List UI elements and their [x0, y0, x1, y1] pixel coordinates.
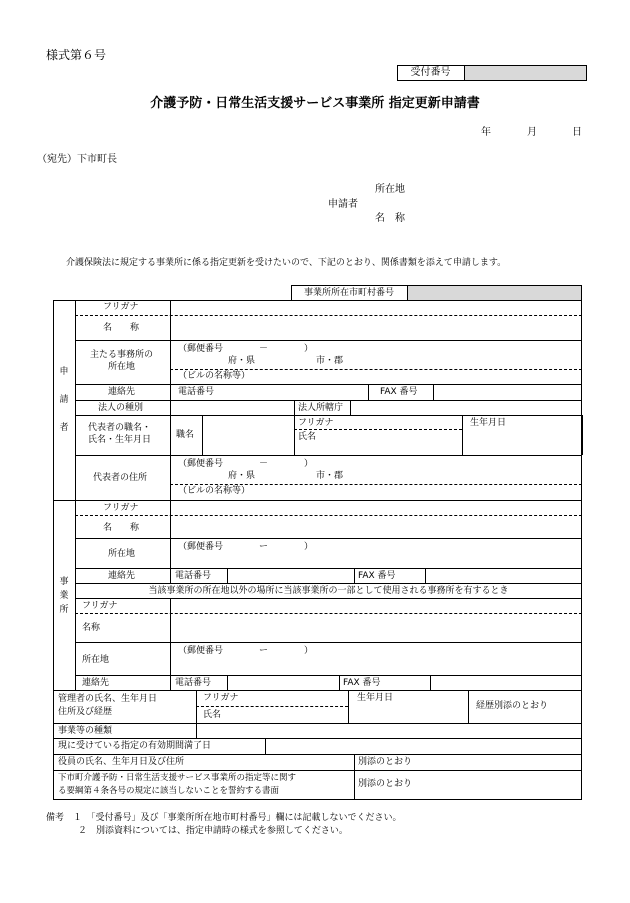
- addressee: （宛先）下市町長: [37, 154, 117, 165]
- applicant-label: 申請者: [328, 199, 358, 210]
- pledge-label-2: る要綱第４条各号の規定に該当しないことを誓約する書面: [58, 786, 280, 796]
- date-month: 月: [527, 127, 537, 138]
- building-2: （ビルの名称等）: [178, 486, 251, 496]
- postal-code-3: （郵便番号 ー ）: [178, 542, 314, 552]
- section-applicant-1: 申: [59, 367, 69, 377]
- rep-label-2: 氏名・生年月日: [88, 435, 152, 445]
- manager-career: 経歴別添のとおり: [476, 701, 549, 711]
- city-2: 市・郡: [316, 471, 344, 481]
- municipality-number-field[interactable]: [408, 286, 581, 300]
- manager-label-2: 住所及び経歴: [58, 707, 113, 717]
- office-fax-label: FAX 番号: [358, 571, 396, 581]
- form-number: 様式第６号: [46, 48, 107, 62]
- note-1: 備考 １ 「受付番号」及び「事業所所在地市町村番号」欄には記載しないでください。: [46, 813, 402, 823]
- postal-code-2: （郵便番号 － ）: [178, 459, 314, 469]
- pref-2: 府・県: [228, 471, 256, 481]
- rep-address-label: 代表者の住所: [93, 473, 148, 483]
- building-1: （ビルの名称等）: [178, 371, 251, 381]
- corp-type-label: 法人の種別: [98, 403, 144, 413]
- other-office-note: 当該事業所の所在地以外の場所に当該事業所の一部として使用される事務所を有するとき: [148, 586, 509, 596]
- rep-title-label: 職名: [176, 430, 195, 440]
- section-office-2: 業: [59, 591, 69, 601]
- section-office-1: 事: [59, 577, 69, 587]
- other-tel-label: 電話番号: [175, 678, 212, 688]
- expiry-label: 現に受けている指定の有効期間満了日: [58, 741, 212, 751]
- main-office-label-1: 主たる事務所の: [90, 350, 154, 360]
- corp-authority-label: 法人所轄庁: [298, 403, 344, 413]
- rep-name-label: 氏名: [298, 432, 317, 442]
- section-office-3: 所: [59, 605, 69, 615]
- applicant-address-label: 所在地: [375, 184, 405, 195]
- note-2: ２ 別添資料については、指定申請時の様式を参照してください。: [78, 826, 348, 836]
- other-fax-label: FAX 番号: [343, 678, 381, 688]
- officers-attached: 別添のとおり: [358, 757, 413, 767]
- date-year: 年: [481, 127, 491, 138]
- office-address-label: 所在地: [108, 549, 136, 559]
- receipt-number-label: 受付番号: [410, 67, 451, 78]
- rep-birth-label: 生年月日: [470, 418, 507, 428]
- pledge-attached: 別添のとおり: [358, 779, 413, 789]
- manager-name-label: 氏名: [203, 710, 222, 720]
- pledge-label-1: 下市町介護予防・日常生活支援サービス事業所の指定等に関す: [58, 773, 297, 783]
- rep-furigana-label: フリガナ: [298, 418, 334, 428]
- applicant-tel-label: 電話番号: [178, 387, 215, 397]
- officers-label: 役員の氏名、生年月日及び住所: [58, 757, 185, 767]
- applicant-name-row-label: 名 称: [103, 323, 140, 333]
- page-title: 介護予防・日常生活支援サービス事業所 指定更新申請書: [150, 96, 480, 111]
- other-address-label: 所在地: [82, 655, 110, 665]
- rep-label-1: 代表者の職名・: [88, 423, 152, 433]
- section-applicant-3: 者: [59, 423, 69, 433]
- postal-code-1: （郵便番号 － ）: [178, 344, 314, 354]
- applicant-furigana-label: フリガナ: [103, 302, 139, 312]
- office-name-label: 名 称: [103, 523, 140, 533]
- main-office-label-2: 所在地: [108, 362, 136, 372]
- applicant-name-label: 名 称: [375, 213, 405, 224]
- applicant-fax-label: FAX 番号: [380, 387, 418, 397]
- other-furigana-label: フリガナ: [82, 601, 118, 611]
- postal-code-4: （郵便番号 ー ）: [178, 646, 314, 656]
- intro-text: 介護保険法に規定する事業所に係る指定更新を受けたいので、下記のとおり、関係書類を添えて申請します。: [66, 258, 507, 268]
- section-applicant-2: 請: [59, 395, 69, 405]
- business-type-label: 事業等の種類: [58, 726, 113, 736]
- manager-label-1: 管理者の氏名、生年月日: [58, 694, 158, 704]
- office-furigana-label: フリガナ: [103, 503, 139, 513]
- municipality-number-label: 事業所所在市町村番号: [303, 288, 394, 298]
- applicant-contact-label: 連絡先: [108, 387, 136, 397]
- receipt-number-field[interactable]: [465, 66, 586, 80]
- other-name-label: 名称: [82, 623, 101, 633]
- date-day: 日: [572, 127, 582, 138]
- other-contact-label: 連絡先: [82, 678, 110, 688]
- office-contact-label: 連絡先: [108, 571, 136, 581]
- office-tel-label: 電話番号: [175, 571, 212, 581]
- city-1: 市・郡: [316, 356, 344, 366]
- pref-1: 府・県: [228, 356, 256, 366]
- manager-furigana-label: フリガナ: [203, 693, 239, 703]
- manager-birth-label: 生年月日: [357, 693, 394, 703]
